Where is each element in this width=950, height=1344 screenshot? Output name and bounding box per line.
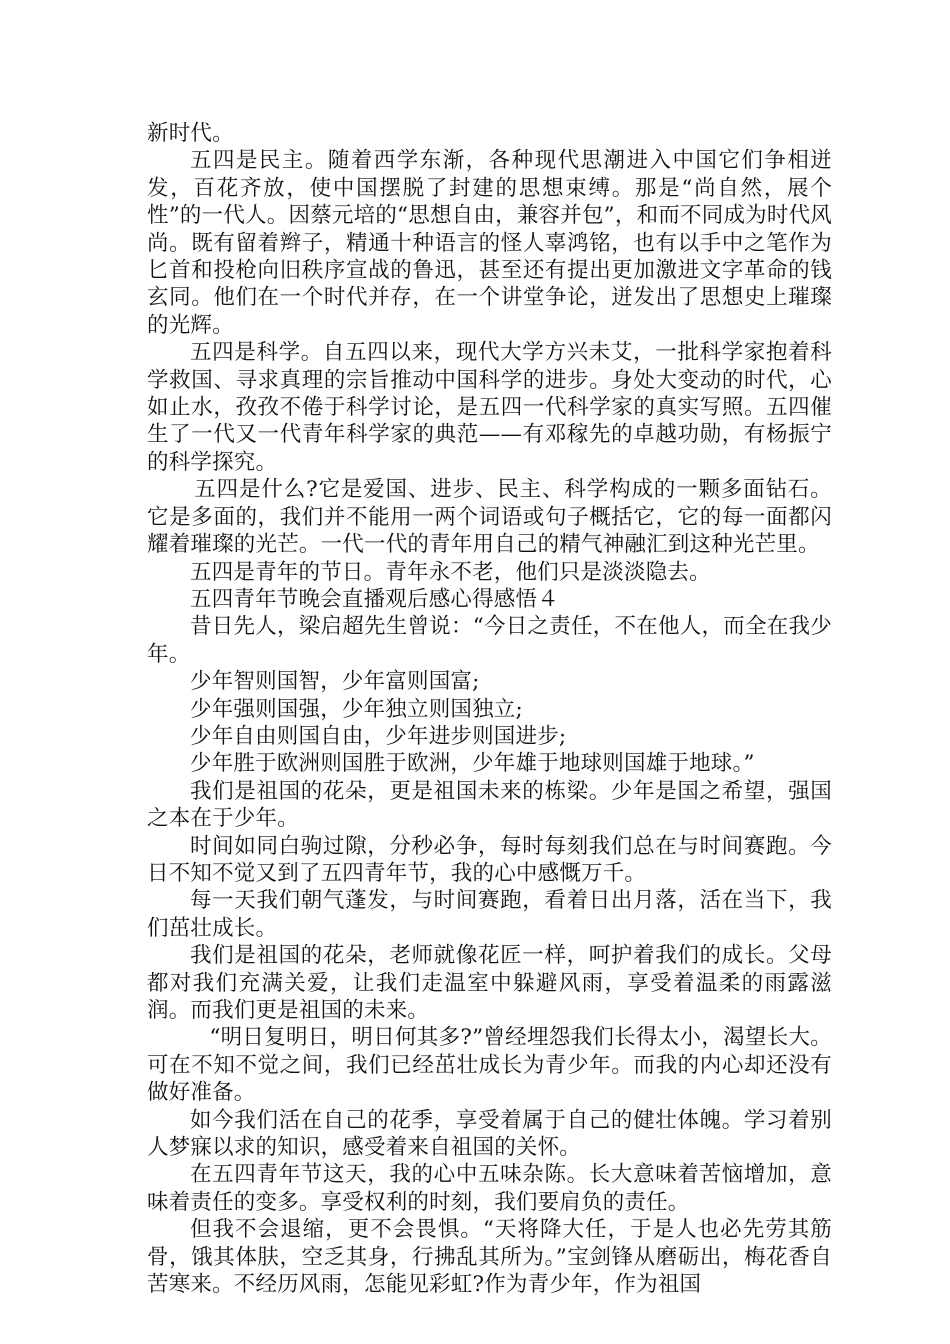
quote-line: 少年强则国强，少年独立则国独立; — [190, 696, 523, 722]
paragraph-tomorrow: “明日复明日，明日何其多?”曾经埋怨我们长得太小，渴望长大。可在不知不觉之间，我们已经茁壮成长为青少年。而我的内心却还没有做好准备。 — [147, 1025, 832, 1106]
paragraph-liang-qichao-quote: 昔日先人，梁启超先生曾说：“今日之责任，不在他人，而全在我少年。 — [147, 614, 832, 667]
paragraph-every-day: 每一天我们朝气蓬发，与时间赛跑，看着日出月落，活在当下，我们茁壮成长。 — [147, 888, 832, 941]
paragraph-mixed-feelings: 在五四青年节这天，我的心中五味杂陈。长大意味着苦恼增加，意味着责任的变多。享受权利的时刻，我们要肩负的责任。 — [147, 1162, 832, 1215]
paragraph-science: 五四是科学。自五四以来，现代大学方兴未艾，一批科学家抱着科学救国、寻求真理的宗旨推动中国科学的进步。身处大变动的时代，心如止水，孜孜不倦于科学讨论，是五四一代科学家的真实写照。五四催生了一代又一代青年科学家的典范——有邓稼先的卓越功勋，有杨振宁的科学探究。 — [147, 340, 832, 475]
section-heading: 五四青年节晚会直播观后感心得感悟４ — [190, 586, 559, 612]
paragraph-youth-festival: 五四是青年的节日。青年永不老，他们只是淡淡隐去。 — [190, 559, 711, 585]
paragraph-democracy: 五四是民主。随着西学东渐，各种现代思潮进入中国它们争相迸发，百花齐放，使中国摆脱了封建的思想束缚。那是“尚自然，展个性”的一代人。因蔡元培的“思想自由，兼容并包”，和而不同成为时代风尚。既有留着辫子，精通十种语言的怪人辜鸿铭，也有以手中之笔作为匕首和投枪向旧秩序宣战的鲁迅，甚至还有提出更加激进文字革命的钱玄同。他们在一个时代并存，在一个讲堂争论，迸发出了思想史上璀璨的光辉。 — [147, 148, 832, 338]
paragraph-continuation: 新时代。 — [147, 121, 234, 146]
paragraph-teachers-parents: 我们是祖国的花朵，老师就像花匠一样，呵护着我们的成长。父母都对我们充满关爱，让我们走温室中躲避风雨，享受着温柔的雨露滋润。而我们更是祖国的未来。 — [147, 943, 832, 1023]
paragraph-no-retreat: 但我不会退缩，更不会畏惧。“天将降大任，于是人也必先劳其筋骨，饿其体肤，空乏其身，行拂乱其所为。”宝剑锋从磨砺出，梅花香自苦寒来。不经历风雨，怎能见彩虹?作为青少年，作为祖国 — [147, 1217, 832, 1298]
quote-line: 少年自由则国自由，少年进步则国进步; — [190, 723, 567, 749]
paragraph-flowers-of-motherland: 我们是祖国的花朵，更是祖国未来的栋梁。少年是国之希望，强国之本在于少年。 — [147, 778, 832, 832]
paragraph-time: 时间如同白驹过隙，分秒必争，每时每刻我们总在与时间赛跑。今日不知不觉又到了五四青年节，我的心中感慨万千。 — [147, 833, 832, 886]
paragraph-what-is-may-fourth: 五四是什么?它是爱国、进步、民主、科学构成的一颗多面钻石。它是多面的，我们并不能用一两个词语或句子概括它，它的每一面都闪耀着璀璨的光芒。一代一代的青年用自己的精气神融汇到这种光芒里。 — [147, 477, 832, 558]
quote-line: 少年智则国智，少年富则国富; — [190, 669, 480, 695]
document-body — [147, 120, 832, 1298]
quote-line: 少年胜于欧洲则国胜于欧洲，少年雄于地球则国雄于地球。” — [190, 751, 755, 777]
paragraph-flower-season: 如今我们活在自己的花季，享受着属于自己的健壮体魄。学习着别人梦寐以求的知识，感受着来自祖国的关怀。 — [147, 1107, 832, 1161]
